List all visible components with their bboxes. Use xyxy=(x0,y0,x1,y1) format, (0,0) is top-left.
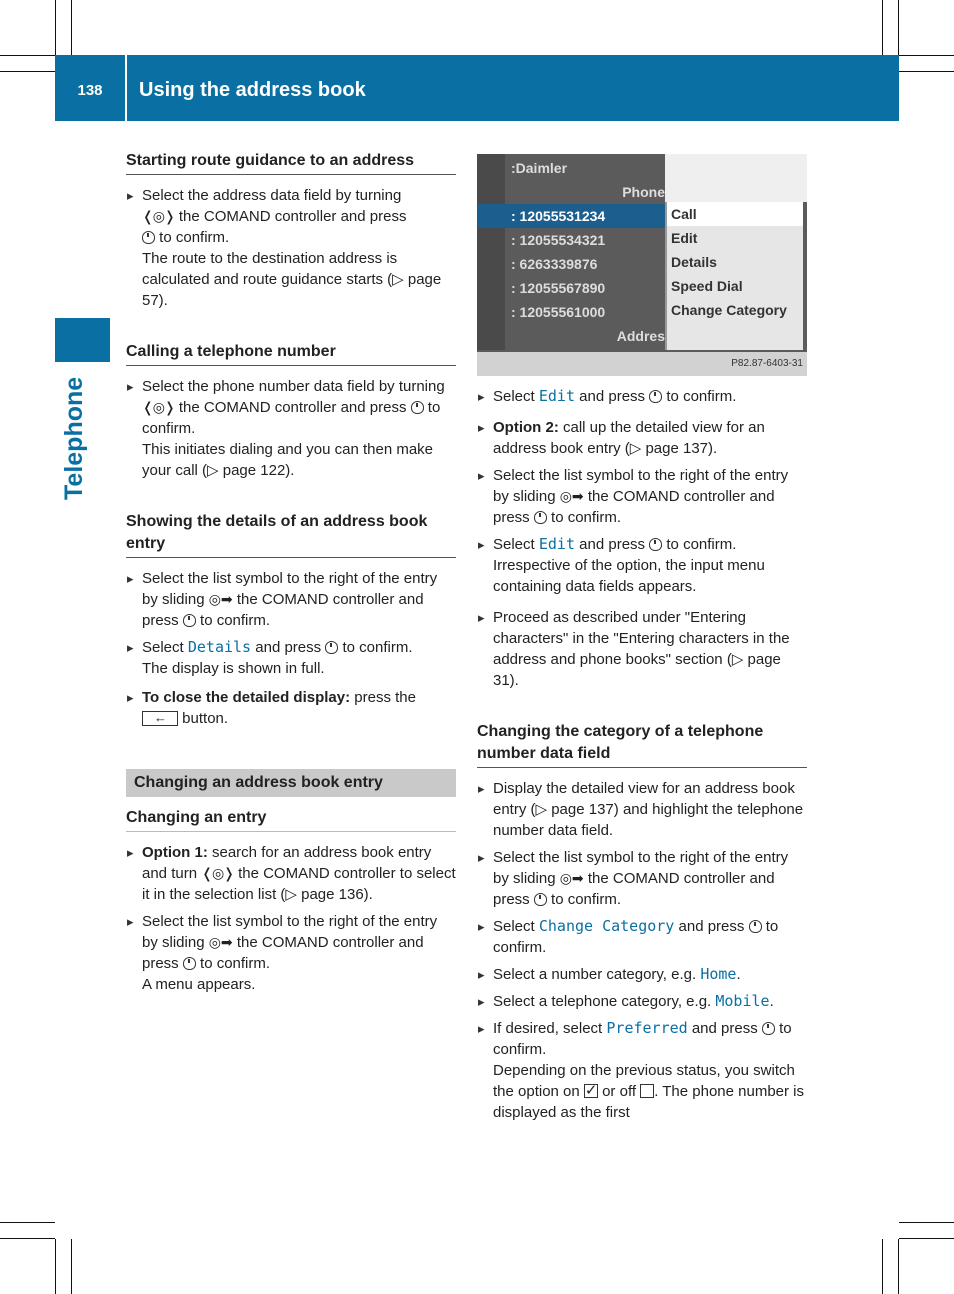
section-heading: Calling a telephone number xyxy=(126,341,456,366)
step: ▸ To close the detailed display: press the ← button. xyxy=(126,687,456,729)
screen-code: P82.87-6403-31 xyxy=(477,352,807,376)
subsection-heading: Changing an entry xyxy=(126,807,456,832)
slide-controller-icon: ◎➡ xyxy=(559,870,584,886)
step-note: The display is shown in full. xyxy=(142,660,325,677)
step-note: Irrespective of the option, the input menu containing data fields appears. xyxy=(493,557,765,595)
step: ▸ Select Edit and press to confirm. xyxy=(477,386,807,407)
crop-mark xyxy=(899,55,954,56)
screen-row: : 12055561000 xyxy=(511,303,606,320)
menu-item-code: Mobile xyxy=(715,992,770,1010)
turn-controller-icon: ❬◎❭ xyxy=(201,865,234,881)
side-tab-label: Telephone xyxy=(60,376,88,500)
press-controller-icon xyxy=(749,920,762,933)
step: ▸ Option 2: call up the detailed view for an address book entry (▷ page 137). xyxy=(477,417,807,459)
screen-row: : 12055534321 xyxy=(511,231,606,248)
step: ▸ Display the detailed view for an address book entry (▷ page 137) and highlight the telephone number data field. xyxy=(477,778,807,841)
slide-controller-icon: ◎➡ xyxy=(559,488,584,504)
step-list xyxy=(126,568,456,729)
slide-controller-icon: ◎➡ xyxy=(208,591,233,607)
crop-mark xyxy=(0,1238,55,1239)
crop-mark xyxy=(55,1239,56,1294)
side-tab-marker xyxy=(55,318,110,362)
step: ▸ Select Details and press to confirm. The display is shown in full. xyxy=(126,637,456,679)
press-controller-icon xyxy=(183,957,196,970)
screen-context-menu xyxy=(665,202,803,350)
crop-mark xyxy=(898,0,899,55)
section-heading: Showing the details of an address book entry xyxy=(126,511,456,558)
checkbox-empty-icon xyxy=(640,1084,654,1098)
press-controller-icon xyxy=(649,538,662,551)
menu-item-change-category: Change Category xyxy=(671,301,787,318)
turn-controller-icon: ❬◎❭ xyxy=(142,208,175,224)
step: ▸ Select a telephone category, e.g. Mobile. xyxy=(477,991,807,1012)
step: ▸ Select Change Category and press to confirm. xyxy=(477,916,807,958)
section-heading-box: Changing an address book entry xyxy=(126,769,456,797)
step-list xyxy=(477,778,807,1123)
step-note: A menu appears. xyxy=(142,976,256,993)
back-button-icon xyxy=(142,711,178,726)
crop-mark xyxy=(71,1239,72,1294)
crop-mark xyxy=(899,1238,954,1239)
screen-row: : 6263339876 xyxy=(511,255,598,272)
step: ▸ Select the list symbol to the right of the entry by sliding ◎➡ the COMAND controller and press to confirm. xyxy=(477,847,807,910)
step: ▸ Select Edit and press to confirm. Irrespective of the option, the input menu containing data fields appears. xyxy=(477,534,807,597)
screen-row-name: :Daimler xyxy=(511,159,568,176)
section-heading: Starting route guidance to an address xyxy=(126,150,456,175)
step: ▸ Select the list symbol to the right of the entry by sliding ◎➡ the COMAND controller and press to confirm. xyxy=(126,568,456,631)
step-note: The route to the destination address is calculated and route guidance starts (▷ page 57). xyxy=(142,250,442,309)
page-number: 138 xyxy=(77,81,103,99)
step: ▸ Proceed as described under "Entering characters" in the "Entering characters in the address and phone books" section (▷ page 31). xyxy=(477,607,807,691)
step-list xyxy=(126,376,456,481)
crop-mark xyxy=(899,1222,954,1223)
screen-left-strip xyxy=(477,154,505,350)
menu-item-call: Call xyxy=(667,202,803,226)
step: ▸ Select the list symbol to the right of the entry by sliding ◎➡ the COMAND controller and press to confirm. xyxy=(477,465,807,528)
crop-mark xyxy=(899,71,954,72)
checkbox-checked-icon xyxy=(584,1084,598,1098)
step: ▸ Option 1: search for an address book entry and turn ❬◎❭ the COMAND controller to select it in the selection list (▷ page 136). xyxy=(126,842,456,905)
menu-item-speed-dial: Speed Dial xyxy=(671,277,743,294)
menu-item-code: Home xyxy=(700,965,737,983)
page-title: Using the address book xyxy=(139,78,366,101)
screen-top-panel xyxy=(665,154,807,202)
screen-row-phone: Phone xyxy=(622,183,665,200)
crop-mark xyxy=(882,1239,883,1294)
press-controller-icon xyxy=(183,614,196,627)
press-controller-icon xyxy=(411,401,424,414)
step: ▸ Select the phone number data field by turning ❬◎❭ the COMAND controller and press to confirm. This initiates dialing and you can then make your call (▷ page 122). xyxy=(126,376,456,481)
screen-row: : 12055567890 xyxy=(511,279,606,296)
turn-controller-icon: ❬◎❭ xyxy=(142,399,175,415)
crop-mark xyxy=(898,1239,899,1294)
menu-item-code: Edit xyxy=(538,387,575,405)
press-controller-icon xyxy=(534,511,547,524)
header-divider xyxy=(125,55,127,121)
menu-item-code: Edit xyxy=(538,535,575,553)
press-controller-icon xyxy=(325,641,338,654)
press-controller-icon xyxy=(649,390,662,403)
press-controller-icon xyxy=(534,893,547,906)
crop-mark xyxy=(882,0,883,55)
step-list xyxy=(126,185,456,311)
page-header xyxy=(55,55,899,121)
left-column xyxy=(126,150,456,995)
step-list xyxy=(477,386,807,691)
section-heading: Changing the category of a telephone number data field xyxy=(477,721,807,768)
crop-mark xyxy=(0,1222,55,1223)
crop-mark xyxy=(55,0,56,55)
screen-row-address: Addres xyxy=(616,327,665,344)
crop-mark xyxy=(0,71,55,72)
step-note: Depending on the previous status, you switch the option on ✓ or off . The phone number is displayed as the first xyxy=(493,1060,807,1123)
crop-mark xyxy=(0,55,55,56)
step: ▸ Select the address data field by turning ❬◎❭ the COMAND controller and press to confirm. The route to the destination address is calculated and route guidance starts (▷ page 57). xyxy=(126,185,456,311)
comand-screenshot xyxy=(477,154,807,376)
menu-item-code: Preferred xyxy=(606,1019,688,1037)
press-controller-icon xyxy=(762,1022,775,1035)
right-column xyxy=(477,154,807,1123)
step: ▸ If desired, select Preferred and press to confirm. Depending on the previous status, you switch the option on ✓ or off . The phone number is displayed as the first xyxy=(477,1018,807,1123)
press-controller-icon xyxy=(142,231,155,244)
screen-row-selected: : 12055531234 xyxy=(477,204,665,228)
step-list xyxy=(126,842,456,995)
crop-mark xyxy=(71,0,72,55)
menu-item-edit: Edit xyxy=(671,229,698,246)
step: ▸ Select the list symbol to the right of the entry by sliding ◎➡ the COMAND controller and press to confirm. A menu appears. xyxy=(126,911,456,995)
step-note: This initiates dialing and you can then make your call (▷ page 122). xyxy=(142,441,434,479)
menu-item-details: Details xyxy=(671,253,717,270)
menu-item-code: Details xyxy=(187,638,252,656)
menu-item-code: Change Category xyxy=(538,917,675,935)
step: ▸ Select a number category, e.g. Home. xyxy=(477,964,807,985)
slide-controller-icon: ◎➡ xyxy=(208,934,233,950)
